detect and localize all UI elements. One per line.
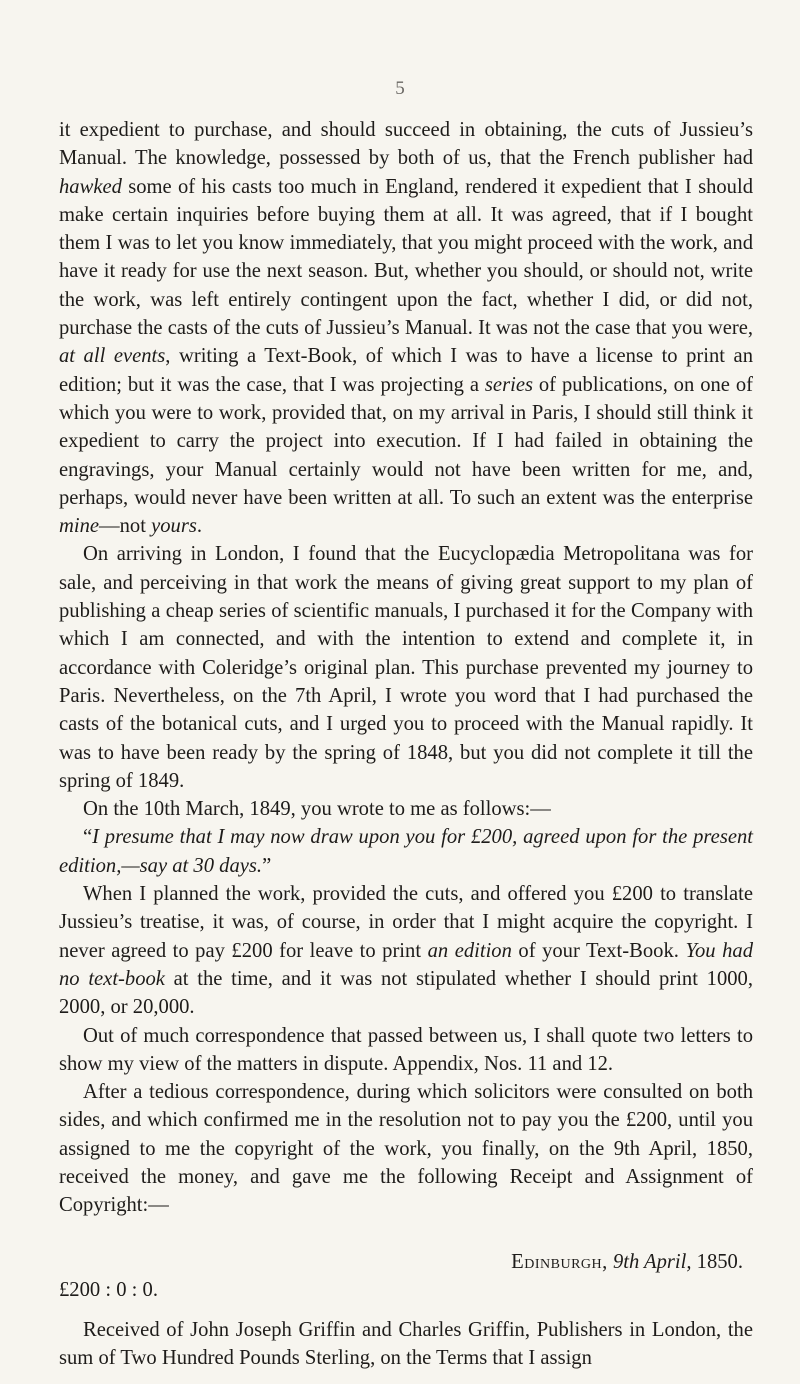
receipt-body: Received of John Joseph Griffin and Charles Griffin, Publishers in London, the sum of Two Hundred Pounds Sterling, on the Terms that I assign: [59, 1319, 753, 1370]
text-run: of publications, on one of which you were to work, provided that, on my arrival in Paris, I should still think it expedient to carry the project into execution. If I had failed in obtaining the engravings, your Manual certainly would not have been written for me, and, perhaps, would never have been written at all. To such an extent was the enterprise: [59, 373, 753, 509]
paragraph-1: [59, 116, 753, 540]
emphasis-text: an edition: [427, 939, 512, 962]
paragraph-5: [59, 880, 753, 1021]
quoted-letter: [59, 823, 753, 880]
text-run: at the time, and it was not stipulated whether I should print 1000, 2000, or 20,000.: [59, 967, 753, 1019]
open-quote: “: [83, 826, 93, 849]
receipt-year: 1850.: [691, 1250, 743, 1273]
text-run: —not: [99, 515, 152, 538]
emphasis-text: You had no text-book: [59, 939, 754, 990]
emphasis-text: at all events: [59, 345, 166, 368]
close-quote: ”: [262, 854, 272, 877]
text-run: , writing a Text-Book, of which I was to have a license to print an edition; but it was the case, that I was projecting a: [59, 345, 753, 396]
page-number: 5: [395, 78, 405, 99]
emphasis-text: mine: [59, 515, 100, 538]
paragraph-3: On the 10th March, 1849, you wrote to me as follows:—: [83, 798, 551, 821]
body-text: [59, 116, 753, 1373]
emphasis-text: hawked: [59, 175, 122, 198]
emphasis-text: yours: [151, 515, 197, 538]
receipt-place: Edinburgh,: [511, 1250, 608, 1273]
text-run: it expedient to purchase, and should succeed in obtaining, the cuts of Jussieu’s Manual. The knowledge, possessed by both of us, that the French publisher had: [59, 119, 753, 170]
quoted-text: I presume that I may now draw upon you for £200, agreed upon for the present edition,—say at 30 days.: [59, 826, 753, 877]
text-run: .: [196, 515, 203, 538]
text-run: When I planned the work, provided the cuts, and offered you £200 to translate Jussieu’s treatise, it was, of course, in order that I might acquire the copyright. I never agreed to pay £200 for leave to print: [59, 883, 753, 962]
paragraph-6: Out of much correspondence that passed between us, I shall quote two letters to show my view of the matters in dispute. Appendix, Nos. 11 and 12.: [59, 1024, 753, 1075]
receipt-date: 9th April,: [612, 1250, 692, 1273]
receipt-dateline: [59, 1248, 753, 1276]
paragraph-7: After a tedious correspondence, during which solicitors were consulted on both sides, and which confirmed me in the resolution not to pay you the £200, until you assigned to me the copyright of the work, you finally, on the 9th April, 1850, received the money, and gave me the following Receipt and Assignment of Copyright:—: [59, 1081, 753, 1217]
emphasis-text: series: [484, 373, 533, 396]
receipt-amount: £200 : 0 : 0.: [59, 1278, 158, 1301]
text-run: of your Text-Book.: [511, 939, 686, 962]
text-run: some of his casts too much in England, rendered it expedient that I should make certain inquiries before buying them at all. It was agreed, that if I bought them I was to let you know immediately, that you might proceed with the work, and have it ready for use the next season. But, whether you should, or should not, write the work, was left entirely contingent upon the fact, whether I did, or did not, purchase the casts of the cuts of Jussieu’s Manual. It was not the case that you were,: [59, 175, 753, 340]
paragraph-2: On arriving in London, I found that the Eucyclopædia Metropolitana was for sale, and perceiving in that work the means of giving great support to my plan of publishing a cheap series of scientific manuals, I purchased it for the Company with which I am connected, and with the intention to extend and complete it, in accordance with Coleridge’s original plan. This purchase prevented my journey to Paris. Nevertheless, on the 7th April, I wrote you word that I had purchased the casts of the botanical cuts, and I urged you to proceed with the Manual rapidly. It was to have been ready by the spring of 1848, but you did not complete it till the spring of 1849.: [59, 543, 753, 792]
